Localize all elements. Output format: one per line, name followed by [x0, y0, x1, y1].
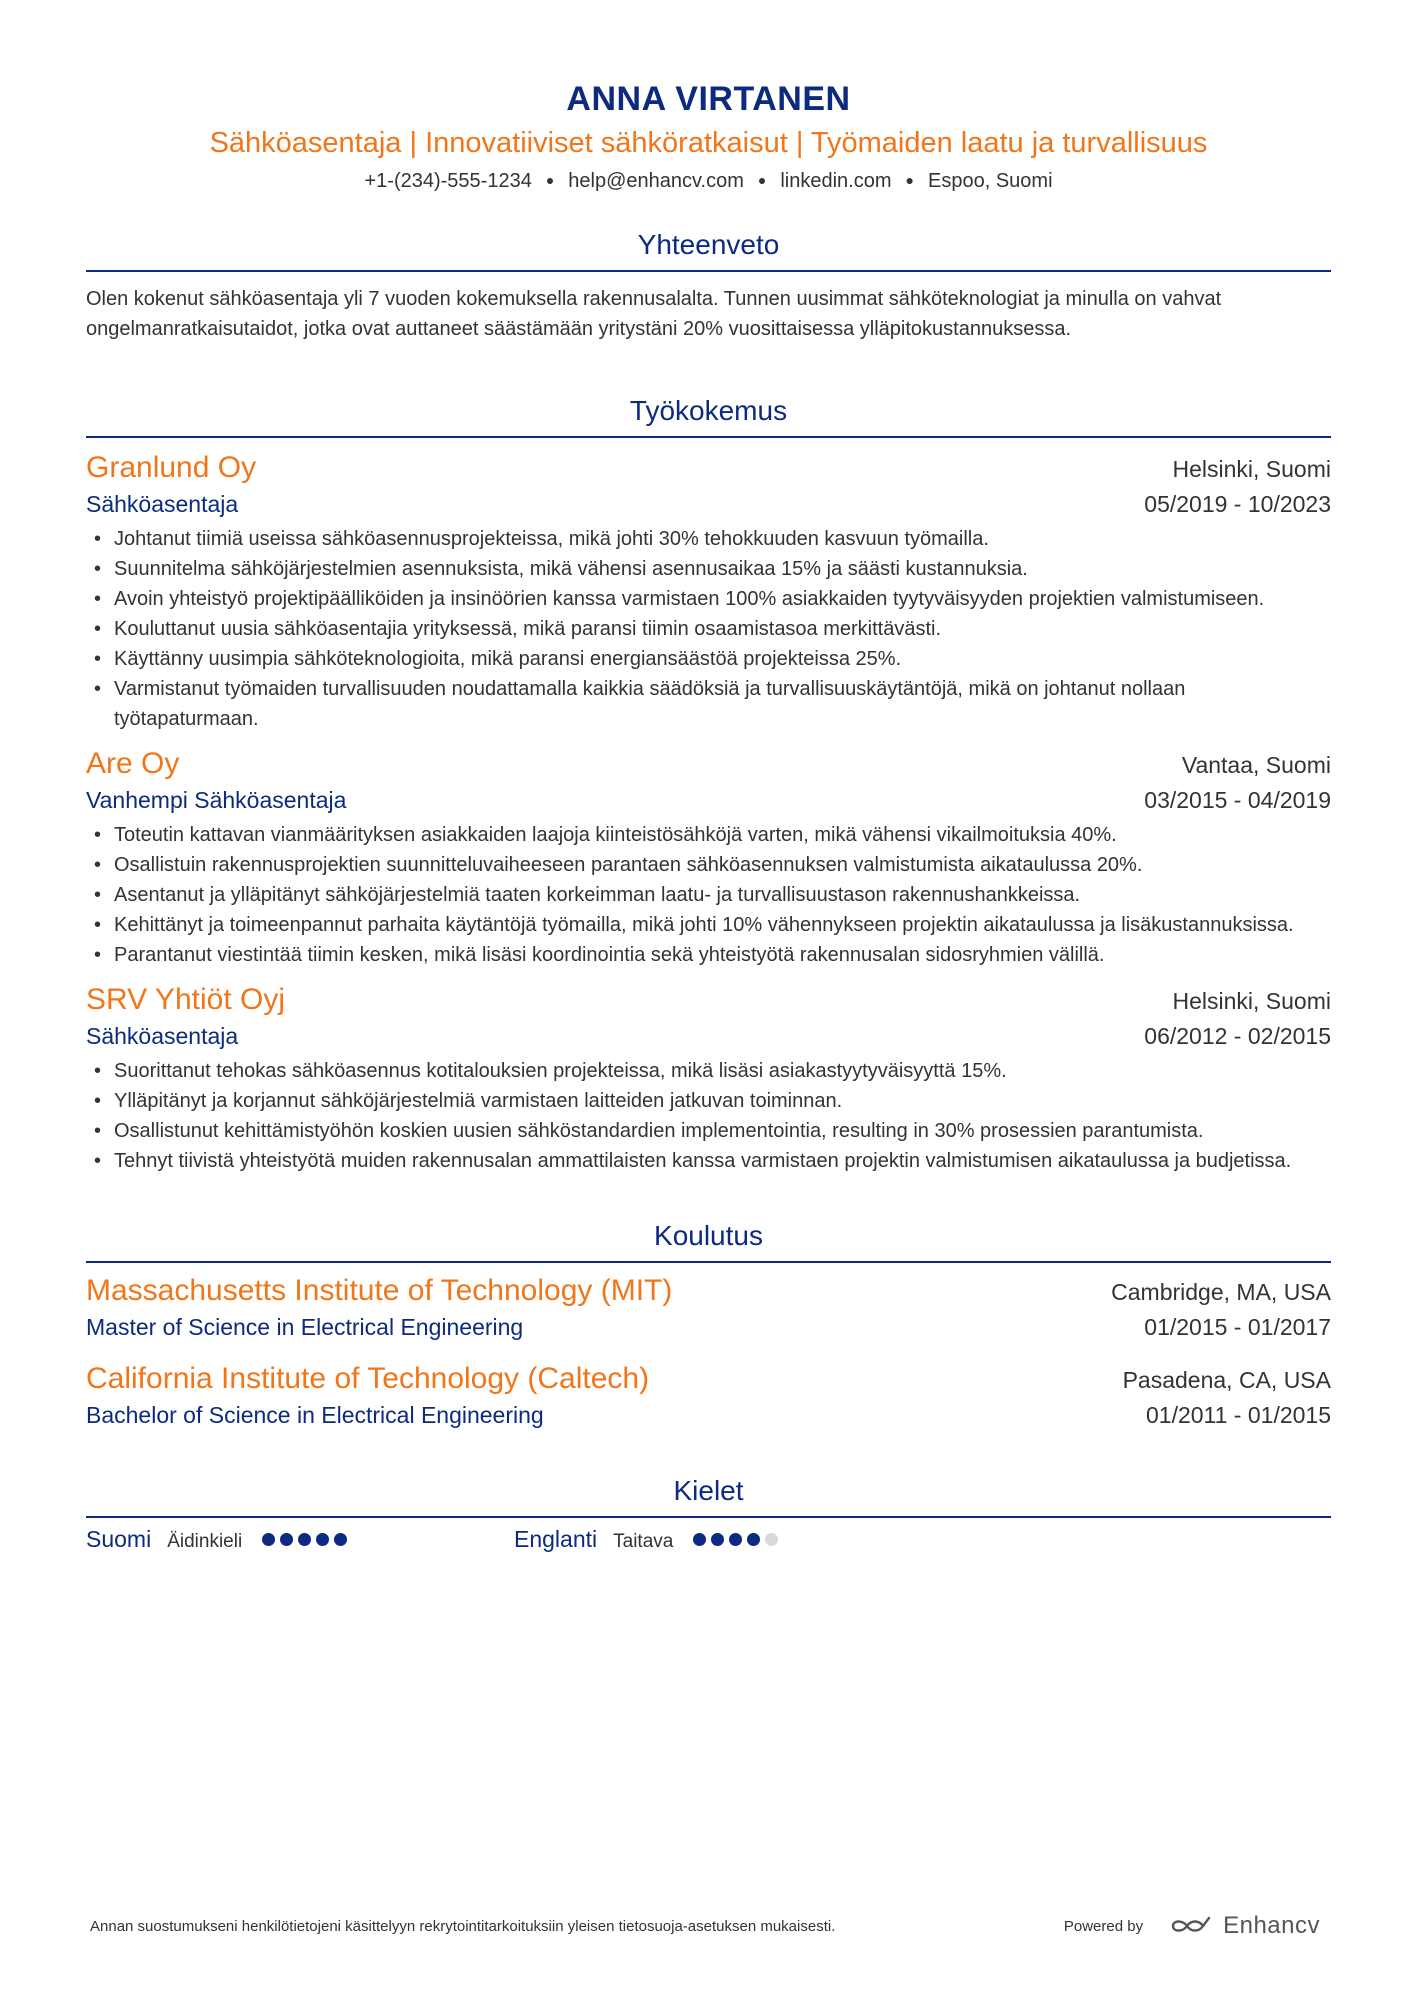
job-bullet: • Varmistanut työmaiden turvallisuuden noudattamalla kaikkia säädöksiä ja turvallisuuskäytäntöjä, mikä on johtanut nollaan työtapaturmaan.	[114, 674, 1331, 734]
education-dates: 01/2015 - 01/2017	[1144, 1314, 1331, 1340]
rating-dot-filled-icon	[280, 1533, 293, 1546]
job-location: Helsinki, Suomi	[1172, 456, 1331, 482]
language-level: Taitava	[613, 1531, 674, 1552]
education-school: Massachusetts Institute of Technology (MIT)	[86, 1274, 673, 1307]
job-bullet: • Tehnyt tiivistä yhteistyötä muiden rakennusalan ammattilaisten kanssa varmistaen projektin valmistumisen aikataulussa ja budjetissa.	[114, 1146, 1331, 1176]
rating-dot-filled-icon	[334, 1533, 347, 1546]
enhancv-logo-icon	[1169, 1915, 1213, 1937]
job-dates: 03/2015 - 04/2019	[1144, 787, 1331, 813]
gdpr-consent-note: Annan suostumukseni henkilötietojeni käsittelyyn rekrytointitarkoituksiin yleisen tietosuoja-asetuksen mukaisesti.	[90, 1917, 836, 1935]
job-entry	[86, 448, 1331, 734]
education-entry	[86, 1271, 1331, 1343]
powered-by[interactable]	[1064, 1912, 1320, 1940]
rating-dot-filled-icon	[693, 1533, 706, 1546]
education-degree: Bachelor of Science in Electrical Engineering	[86, 1402, 544, 1428]
education-dates: 01/2011 - 01/2015	[1145, 1402, 1331, 1428]
job-dates: 06/2012 - 02/2015	[1144, 1023, 1331, 1049]
education-entry	[86, 1359, 1331, 1431]
language-entry	[86, 1526, 514, 1553]
section-title-summary: Yhteenveto	[86, 225, 1331, 272]
education-section	[86, 1216, 1331, 1431]
job-bullet: • Kehittänyt ja toimeenpannut parhaita käytäntöjä työmailla, mikä johti 10% vähennykseen projektin aikataulussa ja lisäkustannuksissa.	[114, 910, 1331, 940]
job-bullet: • Kouluttanut uusia sähköasentajia yrityksessä, mikä paransi tiimin osaamistasoa merkittävästi.	[114, 614, 1331, 644]
job-bullets	[86, 820, 1331, 970]
job-role: Sähköasentaja	[86, 491, 239, 517]
candidate-name: ANNA VIRTANEN	[566, 80, 851, 118]
rating-dot-filled-icon	[262, 1533, 275, 1546]
job-bullets	[86, 1056, 1331, 1176]
languages-list	[86, 1526, 1331, 1553]
contact-email[interactable]: help@enhancv.com	[568, 170, 744, 192]
job-bullet: • Johtanut tiimiä useissa sähköasennusprojekteissa, mikä johti 30% tehokkuuden kasvuun työmailla.	[114, 524, 1331, 554]
resume-page	[86, 0, 1331, 1553]
rating-dot-empty-icon	[765, 1533, 778, 1546]
enhancv-brand: Enhancv	[1223, 1912, 1320, 1939]
languages-section	[86, 1471, 1331, 1553]
job-bullet: • Suunnitelma sähköjärjestelmien asennuksista, mikä vähensi asennusaikaa 15% ja säästi kustannuksia.	[114, 554, 1331, 584]
job-bullet: • Suorittanut tehokas sähköasennus kotitalouksien projekteissa, mikä lisäsi asiakastyytyväisyyttä 15%.	[114, 1056, 1331, 1086]
job-bullet: • Ylläpitänyt ja korjannut sähköjärjestelmiä varmistaen laitteiden jatkuvan toiminnan.	[114, 1086, 1331, 1116]
contact-linkedin[interactable]: linkedin.com	[780, 170, 892, 192]
job-bullet: • Osallistunut kehittämistyöhön koskien uusien sähköstandardien implementointia, resulting in 30% prosessien parantumista.	[114, 1116, 1331, 1146]
summary-section	[86, 225, 1331, 344]
education-location: Cambridge, MA, USA	[1111, 1279, 1331, 1305]
job-entry	[86, 980, 1331, 1176]
contact-location: Espoo, Suomi	[928, 170, 1053, 192]
job-bullet: • Avoin yhteistyö projektipäälliköiden ja insinöörien kanssa varmistaen 100% asiakkaiden tyytyväisyyden projektien valmistumiseen.	[114, 584, 1331, 614]
job-entry	[86, 744, 1331, 970]
job-role: Sähköasentaja	[86, 1023, 239, 1049]
language-entry	[514, 1526, 942, 1553]
education-school: California Institute of Technology (Caltech)	[86, 1362, 650, 1395]
powered-by-label: Powered by	[1063, 1917, 1144, 1935]
language-name: Englanti	[514, 1526, 598, 1552]
education-degree: Master of Science in Electrical Engineering	[86, 1314, 524, 1340]
job-location: Vantaa, Suomi	[1181, 752, 1331, 778]
language-rating	[693, 1533, 778, 1546]
summary-text: Olen kokenut sähköasentaja yli 7 vuoden kokemuksella rakennusalalta. Tunnen uusimmat sähköteknologiat ja minulla on vahvat ongelmanratkaisutaidot, jotka ovat auttaneet säästämään yritystäni 20% vuosittaisessa ylläpitokustannuksessa.	[86, 288, 1222, 340]
job-location: Helsinki, Suomi	[1172, 988, 1331, 1014]
resume-footer	[90, 1912, 1320, 1940]
job-company: SRV Yhtiöt Oyj	[86, 983, 285, 1016]
separator-dot-icon: ●	[757, 172, 767, 188]
section-title-languages: Kielet	[86, 1471, 1331, 1518]
job-bullet: • Käyttänny uusimpia sähköteknologioita, mikä paransi energiansäästöä projekteissa 25%.	[114, 644, 1331, 674]
job-role: Vanhempi Sähköasentaja	[86, 787, 347, 813]
rating-dot-filled-icon	[729, 1533, 742, 1546]
language-name: Suomi	[86, 1526, 152, 1552]
job-company: Granlund Oy	[86, 451, 257, 484]
job-bullet: • Osallistuin rakennusprojektien suunnitteluvaiheeseen parantaen sähköasennuksen valmistumista aikataulussa 20%.	[114, 850, 1331, 880]
rating-dot-filled-icon	[298, 1533, 311, 1546]
candidate-tagline: Sähköasentaja | Innovatiiviset sähköratkaisut | Työmaiden laatu ja turvallisuus	[209, 127, 1208, 159]
resume-header	[86, 0, 1331, 197]
separator-dot-icon: ●	[545, 172, 555, 188]
contact-phone[interactable]: +1-(234)-555-1234	[364, 170, 532, 192]
job-bullets	[86, 524, 1331, 734]
job-bullet: • Parantanut viestintää tiimin kesken, mikä lisäsi koordinointia sekä yhteistyötä rakennusalan sidosryhmien välillä.	[114, 940, 1331, 970]
job-bullet: • Toteutin kattavan vianmäärityksen asiakkaiden laajoja kiinteistösähköjä varten, mikä vähensi vikailmoituksia 40%.	[114, 820, 1331, 850]
job-company: Are Oy	[86, 747, 180, 780]
rating-dot-filled-icon	[747, 1533, 760, 1546]
separator-dot-icon: ●	[905, 172, 914, 188]
section-title-education: Koulutus	[86, 1216, 1331, 1263]
language-level: Äidinkieli	[167, 1531, 243, 1552]
language-rating	[262, 1533, 347, 1546]
education-location: Pasadena, CA, USA	[1122, 1367, 1331, 1393]
job-bullet: • Asentanut ja ylläpitänyt sähköjärjestelmiä taaten korkeimman laatu- ja turvallisuustason rakennushankkeissa.	[114, 880, 1331, 910]
section-title-experience: Työkokemus	[86, 391, 1331, 438]
contact-line	[86, 166, 1331, 197]
rating-dot-filled-icon	[316, 1533, 329, 1546]
experience-section	[86, 391, 1331, 1176]
job-dates: 05/2019 - 10/2023	[1144, 491, 1331, 517]
rating-dot-filled-icon	[711, 1533, 724, 1546]
